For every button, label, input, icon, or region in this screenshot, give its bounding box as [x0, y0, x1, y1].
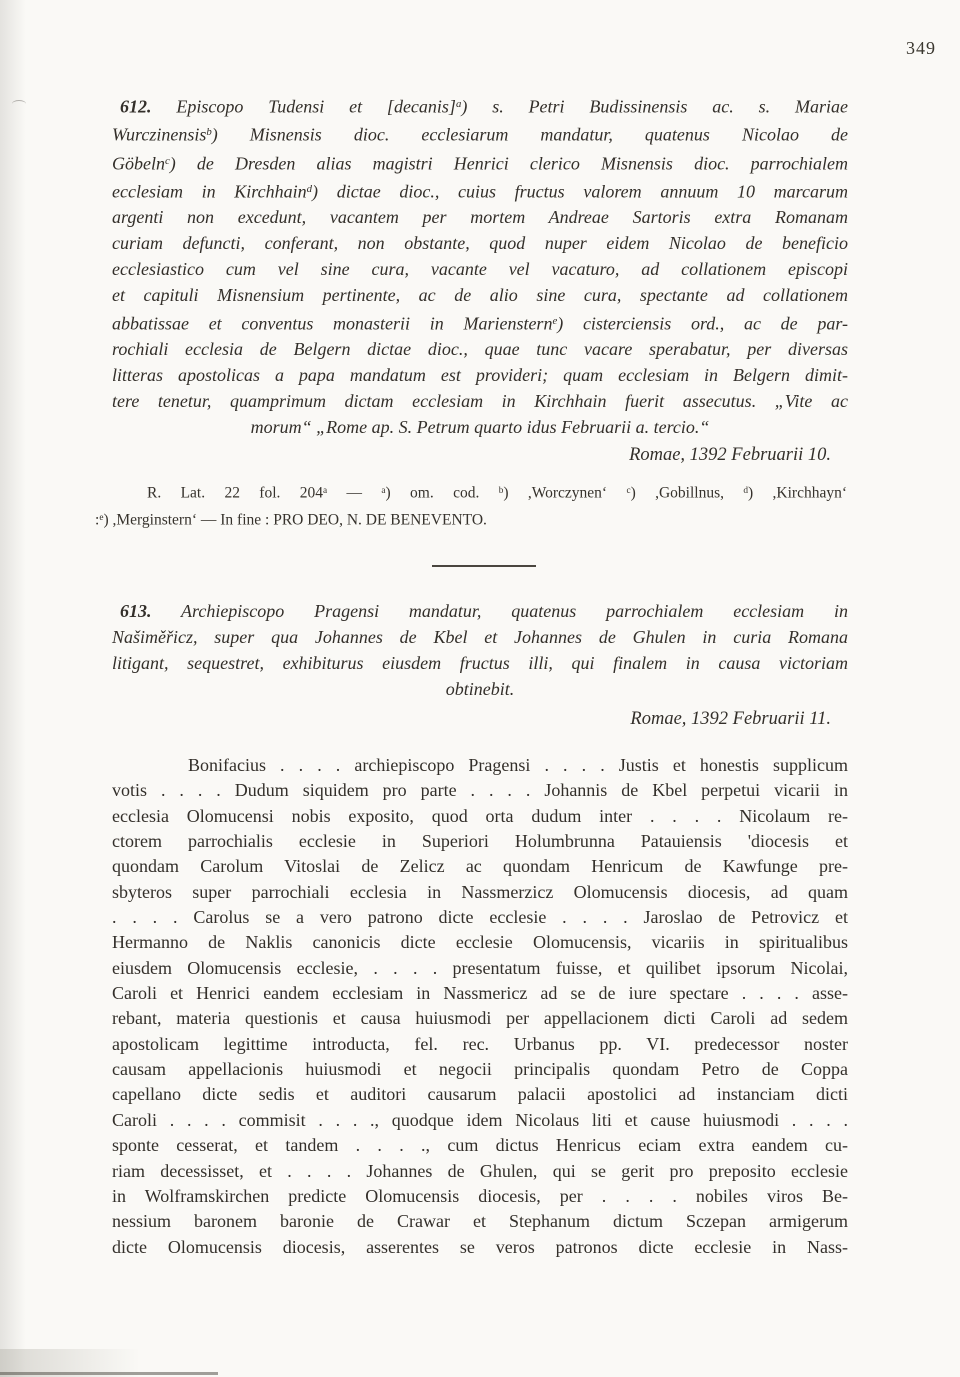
- text-line: [112, 625, 848, 651]
- text-segment: Caroli . . . . commisit . . . ., quodque idem Nicolaus liti et cause huiusmodi . . . .: [112, 1109, 848, 1130]
- page-number: 349: [906, 38, 936, 58]
- text-segment: ecclesiam in Kirchhain: [112, 181, 307, 202]
- text-line: [112, 363, 848, 389]
- text-line: [112, 599, 848, 625]
- text-segment: Bonifacius . . . . archiepiscopo Pragensi . . . . Justis et honestis supplicum: [188, 755, 848, 775]
- text-line: [112, 415, 848, 441]
- text-segment: Archiepiscopo Pragensi mandatur, quatenus parrochialem ecclesiam in: [151, 601, 848, 621]
- text-line: [112, 389, 848, 415]
- text-line: [95, 506, 847, 533]
- text-segment: —: [327, 484, 382, 502]
- text-line: [112, 205, 848, 231]
- text-line: [112, 753, 848, 778]
- text-line: [112, 1006, 848, 1031]
- text-line: [112, 1057, 848, 1082]
- text-line: [112, 257, 848, 283]
- text-segment: curiam defuncti, conferant, non obstante, quod nuper eidem Nicolao de beneficio: [112, 233, 848, 254]
- text-segment: ecclesia Olomucensi nobis exposito, quod orta dudum inter . . . . Nicolaum re-: [112, 805, 848, 826]
- text-segment: tere tenetur, quamprimum dictam ecclesiam in Kirchhain fuerit assecutus. „Vite ac: [112, 390, 848, 411]
- text-segment: ) ,Kirchhayn‘: [748, 484, 848, 502]
- text-segment: ) de Dresden alias magistri Henrici clerico Misnensis dioc. parrochialem: [169, 152, 848, 173]
- text-line: [112, 1082, 848, 1107]
- text-segment: ctorem parrochialis ecclesie in Superiori Holumbrunna Patauiensis 'diocesis et: [112, 831, 848, 852]
- entry-613-body: [112, 753, 848, 1260]
- text-line: [112, 804, 848, 829]
- text-line: [112, 1159, 848, 1184]
- text-segment: ) ,Merginstern‘ — In fine : PRO DEO, N. DE BENEVENTO.: [103, 511, 487, 529]
- footnote-marker: c: [165, 154, 170, 167]
- text-segment: votis . . . . Dudum siquidem pro parte . . . . Johannis de Kbel perpetui vicarii in: [112, 780, 848, 801]
- text-segment: causam appellacionis huiusmodi et negocii principalis quondam Petro de Coppa: [112, 1059, 848, 1080]
- text-line: [112, 337, 848, 363]
- text-line: [112, 930, 848, 955]
- text-line: [112, 231, 848, 257]
- scan-shadow-left: [0, 0, 26, 1377]
- text-segment: morum“ „Rome ap. S. Petrum quarto idus Februarii a. tercio.“: [250, 416, 710, 437]
- text-line: [112, 880, 848, 905]
- text-line: [112, 309, 848, 337]
- text-segment: obtinebit.: [445, 678, 515, 699]
- text-line: [112, 651, 848, 677]
- text-segment: quondam Carolum Vitoslai de Zelicz ac quondam Henricum de Kawfunge pre-: [112, 856, 848, 877]
- text-line: [112, 1209, 848, 1234]
- text-line: [112, 283, 848, 309]
- footnote-marker: e: [552, 314, 558, 327]
- text-segment: 613.: [120, 601, 152, 621]
- footnote-marker: e: [99, 512, 104, 523]
- text-segment: R. Lat. 22 fol. 204: [147, 484, 324, 502]
- text-segment: litteras apostolicas a papa mandatum est provideri; quam ecclesiam in Belgern dimit-: [112, 365, 848, 386]
- text-segment: ) cisterciensis ord., ac de par-: [557, 313, 848, 334]
- scan-edge-bottom-line: [0, 1372, 218, 1375]
- entry-612-dateline: Romae, 1392 Februarii 10.: [629, 445, 831, 465]
- text-segment: ecclesiastico cum vel sine cura, vacante vel vacaturo, ad collationem episcopi: [112, 259, 848, 279]
- text-line: [112, 677, 848, 703]
- text-line: [112, 149, 848, 177]
- footnote-marker: d: [306, 182, 313, 195]
- text-segment: in Wolframskirchen predicte Olomucensis diocesis, per . . . . nobiles viros Be-: [112, 1185, 848, 1206]
- text-segment: ) Misnensis dioc. ecclesiarum mandatur, quatenus Nicolao de: [211, 124, 848, 145]
- text-segment: litigant, sequestret, exhibiturus eiusdem fructus illi, qui finalem in causa victoriam: [112, 652, 848, 673]
- text-segment: Našiměřicz, super qua Johannes de Kbel et Johannes de Ghulen in curia Romana: [112, 626, 848, 647]
- text-segment: abbatissae et conventus monasterii in Marienstern: [112, 313, 553, 334]
- text-segment: et capituli Misnensium pertinente, ac de alio sine cura, spectante ad collationem: [112, 284, 848, 305]
- text-line: [112, 854, 848, 879]
- text-line: [112, 905, 848, 930]
- footnote-marker: a: [381, 486, 386, 496]
- text-line: [112, 120, 848, 148]
- text-segment: . . . . Carolus se a vero patrono dicte ecclesie . . . . Jaroslao de Petrovicz et: [112, 907, 848, 928]
- entry-613-summary: [112, 599, 848, 703]
- footnote-marker: a: [455, 98, 462, 110]
- text-segment: Hermanno de Naklis canonicis dicte ecclesie Olomucensis, vicariis in spiritualibus: [112, 932, 848, 953]
- text-line: [95, 479, 847, 506]
- entry-612-footnote: [95, 479, 847, 533]
- text-segment: 612.: [120, 96, 152, 117]
- text-segment: dicte Olomucensis diocesis, asserentes se veros patronos dicte ecclesie in Nass-: [112, 1236, 848, 1257]
- text-segment: Wurczinensis: [112, 124, 207, 145]
- entry-divider-rule: [432, 565, 536, 567]
- text-segment: rebant, materia questionis et causa huiusmodi per appellacionem dicti Caroli ad sedem: [112, 1008, 848, 1029]
- text-line: [112, 1108, 848, 1133]
- text-segment: capellano dicte sedis et auditori causarum palacii apostolici ad instanciam dicti: [112, 1084, 848, 1105]
- footnote-marker: c: [626, 486, 631, 496]
- scan-speck: [12, 100, 26, 108]
- text-segment: nessium baronem baronie de Crawar et Stephanum dictum Sczepan armigerum: [112, 1211, 848, 1232]
- scan-shadow-bottom-left: [0, 1349, 140, 1377]
- footnote-marker: a: [323, 486, 328, 496]
- text-segment: ) s. Petri Budissinensis ac. s. Mariae: [461, 96, 848, 117]
- text-segment: ) om. cod.: [385, 484, 499, 502]
- text-segment: Göbeln: [112, 152, 165, 173]
- text-segment: Episcopo Tudensi et [decanis]: [151, 96, 456, 117]
- text-segment: ) dictae dioc., cuius fructus valorem annuum 10 marcarum: [312, 181, 848, 202]
- text-segment: riam decessisset, et . . . . Johannes de Ghulen, qui se gerit pro preposito ecclesie: [112, 1160, 848, 1181]
- footnote-marker: b: [206, 126, 212, 139]
- text-segment: :: [95, 511, 100, 529]
- text-line: [112, 1184, 848, 1209]
- text-segment: apostolicam legittime introducta, fel. rec. Urbanus pp. VI. predecessor noster: [112, 1033, 848, 1054]
- text-segment: sponte cesserat, et tandem . . . ., cum dictus Henricus eciam extra eandem cu-: [112, 1135, 848, 1156]
- text-segment: Caroli et Henrici eandem ecclesiam in Nassmericz ad se de iure spectare . . . . asse-: [112, 983, 848, 1004]
- text-line: [112, 1032, 848, 1057]
- text-segment: rochiali ecclesia de Belgern dictae dioc., quae tunc vacare sperabatur, per diversas: [112, 339, 848, 360]
- entry-612-summary: [112, 92, 848, 441]
- text-segment: sbyteros super parrochiali ecclesia in Nassmerzicz Olomucensis diocesis, ad quam: [112, 881, 848, 902]
- text-line: [112, 92, 848, 120]
- text-line: [112, 1235, 848, 1260]
- text-line: [112, 981, 848, 1006]
- text-line: [112, 829, 848, 854]
- text-line: [112, 177, 848, 205]
- text-segment: argenti non excedunt, vacantem per mortem Andreae Sartoris extra Romanam: [112, 207, 848, 228]
- entry-613-dateline: Romae, 1392 Februarii 11.: [630, 709, 831, 729]
- text-segment: ) ,Worczynen‘: [503, 484, 627, 502]
- text-line: [112, 956, 848, 981]
- text-line: [112, 778, 848, 803]
- text-line: [112, 1133, 848, 1158]
- text-segment: ) ,Gobillnus,: [630, 484, 744, 502]
- footnote-marker: d: [743, 486, 749, 496]
- text-segment: eiusdem Olomucensis ecclesie, . . . . presentatum fuisse, et quilibet ipsorum Nicolai,: [112, 957, 848, 978]
- footnote-marker: b: [498, 486, 504, 496]
